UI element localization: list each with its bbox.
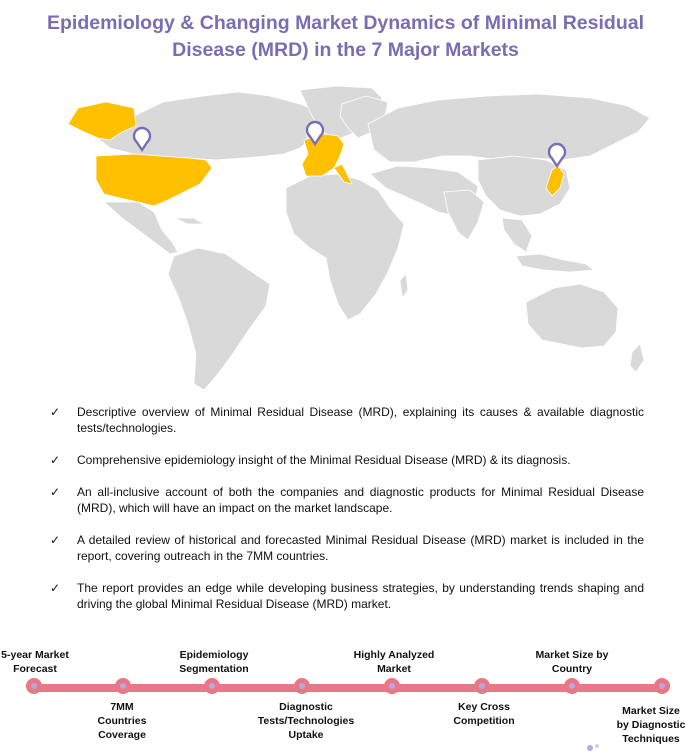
timeline-node	[115, 678, 131, 694]
checkmark-icon: ✓	[50, 453, 61, 467]
label-line: Epidemiology	[179, 649, 249, 661]
report-highlights-timeline	[0, 640, 691, 754]
madagascar-shape	[400, 274, 408, 298]
label-line: Tests/Technologies	[257, 715, 355, 727]
label-line: Market	[377, 663, 411, 675]
bullet-text: An all-inclusive account of both the companies and diagnostic products for Minimal Residual Disease (MRD), which will have an impact on the market landscape.	[77, 485, 644, 515]
feature-bullet-list	[50, 404, 644, 628]
label-line: Competition	[453, 715, 515, 727]
label-line: Market Size by	[535, 649, 609, 661]
bullet-item	[50, 404, 644, 436]
page-title	[0, 10, 691, 64]
label-line: 5-year Market	[1, 649, 69, 661]
bullet-item	[50, 580, 644, 612]
checkmark-icon: ✓	[50, 405, 61, 419]
russia-shape	[368, 94, 650, 162]
label-line: Market Size	[622, 705, 680, 717]
checkmark-icon: ✓	[50, 533, 61, 547]
world-map	[38, 84, 658, 399]
label-line: by Diagnostic	[616, 719, 686, 731]
label-line: Key Cross	[458, 701, 510, 713]
timeline-label-bottom	[442, 700, 526, 728]
checkmark-icon: ✓	[50, 581, 61, 595]
bullet-item	[50, 484, 644, 516]
checkmark-icon: ✓	[50, 485, 61, 499]
timeline-node	[654, 678, 670, 694]
timeline-label-bottom	[612, 704, 690, 746]
bullet-text: Descriptive overview of Minimal Residual Disease (MRD), explaining its causes & available diagnostic tests/technologies.	[77, 405, 644, 435]
mexico-shape	[104, 202, 178, 254]
usa-highlight	[96, 154, 212, 206]
africa-shape	[286, 174, 404, 320]
label-line: Highly Analyzed	[353, 649, 435, 661]
india-shape	[444, 190, 484, 240]
southeast-asia-shape	[502, 218, 532, 252]
bullet-text: The report provides an edge while developing business strategies, by understanding trends shaping and driving the global Minimal Residual Disease (MRD) market.	[77, 581, 644, 611]
bullet-item	[50, 532, 644, 564]
timeline-label-bottom	[248, 700, 364, 742]
bullet-text: Comprehensive epidemiology insight of the Minimal Residual Disease (MRD) & its diagnosis.	[77, 453, 571, 467]
bullet-item	[50, 452, 644, 468]
australia-shape	[526, 284, 618, 348]
timeline-node	[294, 678, 310, 694]
timeline-label-top	[0, 648, 70, 676]
timeline-node	[564, 678, 580, 694]
label-line: Uptake	[288, 729, 324, 741]
title-line-1: Epidemiology & Changing Market Dynamics of Minimal Residual	[46, 12, 645, 34]
new-zealand-shape	[630, 344, 644, 372]
title-line-2: Disease (MRD) in the 7 Major Markets	[172, 39, 519, 61]
label-line: Country	[551, 663, 593, 675]
indonesia-shape	[516, 254, 594, 272]
label-line: Coverage	[98, 729, 146, 741]
label-line: Countries	[97, 715, 147, 727]
timeline-label-bottom	[80, 700, 164, 742]
label-line: Forecast	[13, 663, 57, 675]
south-america-shape	[168, 248, 270, 390]
timeline-node	[204, 678, 220, 694]
label-line: Techniques	[622, 733, 680, 745]
timeline-label-top	[164, 648, 264, 676]
timeline-node	[26, 678, 42, 694]
caribbean-shape	[174, 218, 204, 224]
label-line: Segmentation	[179, 663, 249, 675]
label-line: 7MM	[110, 701, 134, 713]
timeline-node	[474, 678, 490, 694]
timeline-node	[384, 678, 400, 694]
timeline-label-top	[520, 648, 624, 676]
label-line: Diagnostic	[279, 701, 333, 713]
decorative-dots	[584, 740, 604, 752]
timeline-label-top	[342, 648, 446, 676]
bullet-text: A detailed review of historical and forecasted Minimal Residual Disease (MRD) market is included in the report, covering outreach in the 7MM countries.	[77, 533, 644, 563]
